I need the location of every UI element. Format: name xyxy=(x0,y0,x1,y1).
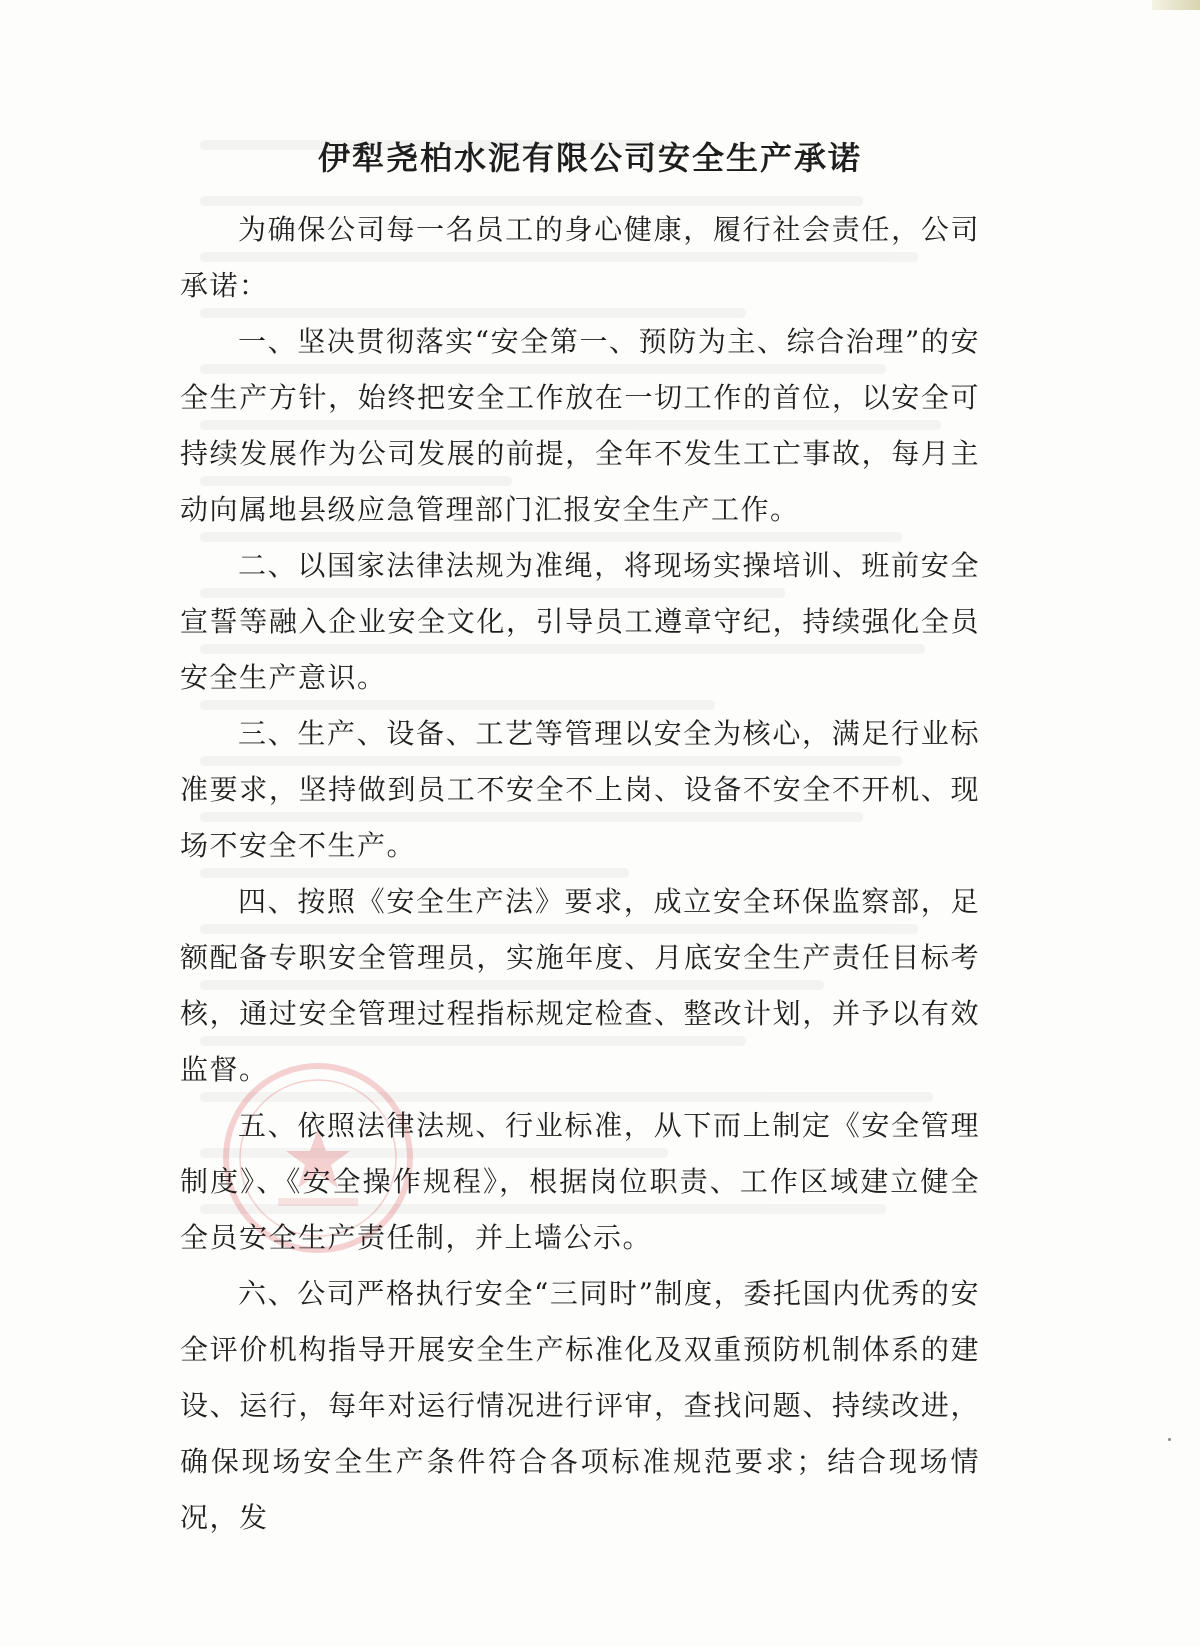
paragraph-item-4: 四、按照《安全生产法》要求，成立安全环保监察部，足额配备专职安全管理员，实施年度、月底安全生产责任目标考核，通过安全管理过程指标规定检查、整改计划，并予以有效监督。 xyxy=(180,885,980,1086)
document-title: 伊犁尧柏水泥有限公司安全生产承诺 xyxy=(317,139,862,177)
paragraph-item-5: 五、依照法律法规、行业标准，从下而上制定《安全管理制度》、《安全操作规程》，根据岗位职责、工作区域建立健全全员安全生产责任制，并上墙公示。 xyxy=(180,1109,980,1254)
paragraph-item-6: 六、公司严格执行安全“三同时”制度，委托国内优秀的安全评价机构指导开展安全生产标准化及双重预防机制体系的建设、运行，每年对运行情况进行评审，查找问题、持续改进，确保现场安全生产条件符合各项标准规范要求；结合现场情况，发 xyxy=(180,1277,980,1534)
paragraph-item-1: 一、坚决贯彻落实“安全第一、预防为主、综合治理”的安全生产方针，始终把安全工作放在一切工作的首位，以安全可持续发展作为公司发展的前提，全年不发生工亡事故，每月主动向属地县级应急管理部门汇报安全生产工作。 xyxy=(180,325,980,526)
paragraph-intro: 为确保公司每一名员工的身心健康，履行社会责任，公司承诺： xyxy=(180,213,980,302)
document-body xyxy=(180,128,980,1546)
page-corner-mark xyxy=(1152,0,1200,10)
scan-speck xyxy=(1168,1438,1171,1441)
paragraph-item-2: 二、以国家法律法规为准绳，将现场实操培训、班前安全宣誓等融入企业安全文化，引导员工遵章守纪，持续强化全员安全生产意识。 xyxy=(180,549,980,694)
paragraph-item-3: 三、生产、设备、工艺等管理以安全为核心，满足行业标准要求，坚持做到员工不安全不上岗、设备不安全不开机、现场不安全不生产。 xyxy=(180,717,980,862)
